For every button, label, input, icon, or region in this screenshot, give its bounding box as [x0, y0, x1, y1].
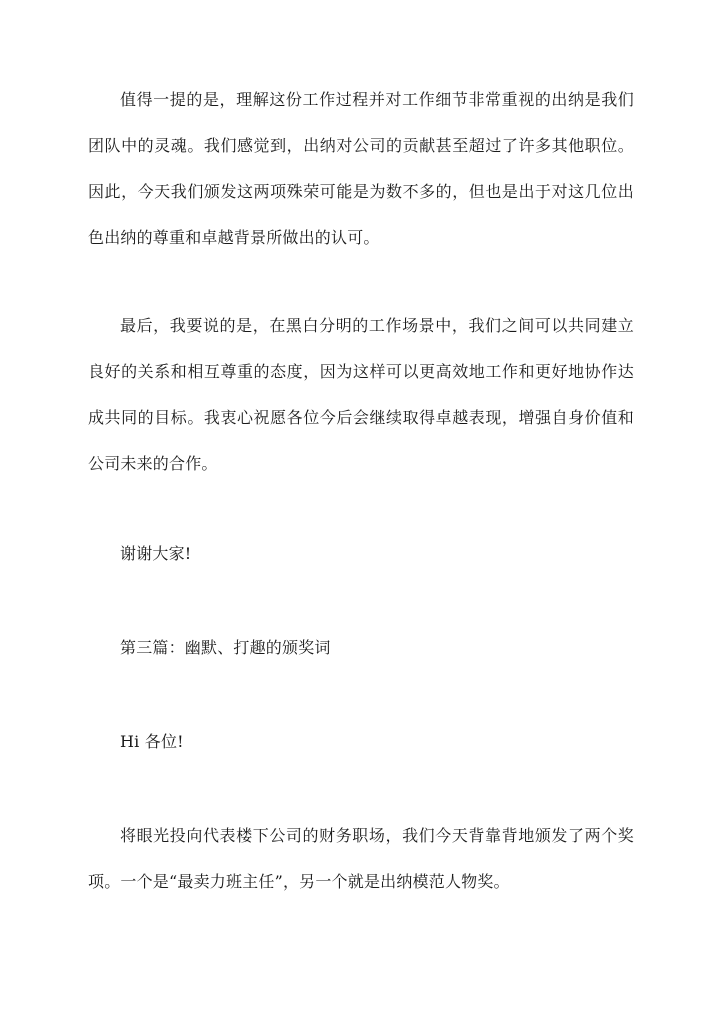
paragraph-greeting: Hi 各位! — [120, 732, 184, 751]
paragraph-awards-intro: 将眼光投向代表楼下公司的财务职场，我们今天背靠背地颁发了两个奖项。一个是“最卖力班主任”，另一个就是出纳模范人物奖。 — [88, 826, 634, 891]
section-heading-third-speech: 第三篇：幽默、打趣的颁奖词 — [120, 638, 331, 657]
paragraph-thanks: 谢谢大家! — [120, 544, 192, 563]
paragraph-cashier-importance: 值得一提的是，理解这份工作过程并对工作细节非常重视的出纳是我们团队中的灵魂。我们感觉到，出纳对公司的贡献甚至超过了许多其他职位。因此，今天我们颁发这两项殊荣可能是为数不多的，但也是出于对这几位出色出纳的尊重和卓越背景所做出的认可。 — [88, 90, 634, 247]
paragraph-closing-wishes: 最后，我要说的是，在黑白分明的工作场景中，我们之间可以共同建立良好的关系和相互尊重的态度，因为这样可以更高效地工作和更好地协作达成共同的目标。我衷心祝愿各位今后会继续取得卓越表现，增强自身价值和公司未来的合作。 — [88, 316, 634, 473]
